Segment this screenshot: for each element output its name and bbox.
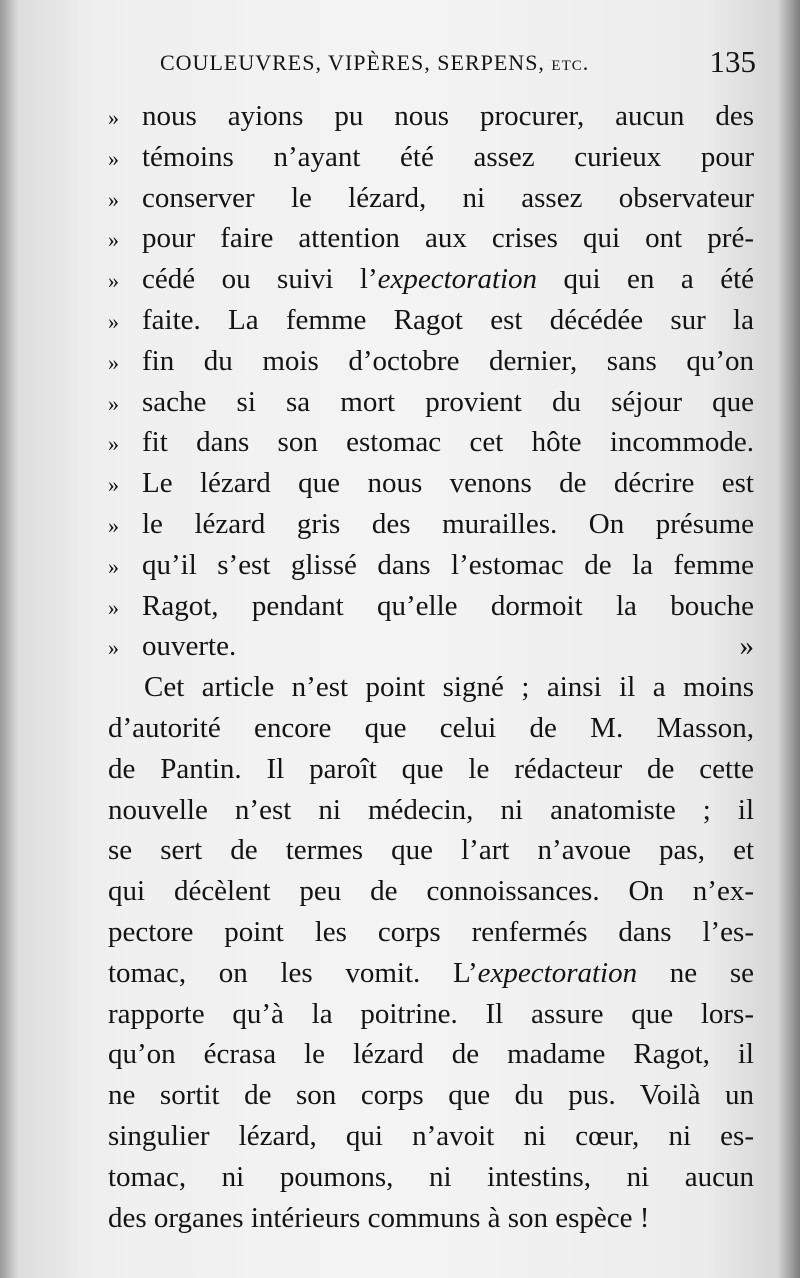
line-text: qui en a été — [537, 263, 754, 296]
quote-mark: » — [108, 512, 119, 538]
line-text: Ragot, pendant qu’elle dormoit la bouche — [142, 589, 754, 622]
line-text: pour faire attention aux crises qui ont pré- — [142, 222, 754, 255]
text-line — [108, 667, 754, 708]
line-text: qui décèlent peu de connoissances. On n’ex- — [108, 875, 754, 908]
line-text: ne se — [637, 956, 755, 989]
quote-mark: » — [108, 431, 119, 457]
text-line — [108, 830, 754, 871]
line-text: qu’on écrasa le lézard de madame Ragot, il — [108, 1038, 754, 1071]
line-text: fit dans son estomac cet hôte incommode. — [142, 426, 754, 459]
text-line — [108, 912, 754, 953]
text-line — [108, 218, 754, 259]
quote-mark: » — [108, 472, 119, 498]
text-line — [108, 626, 754, 667]
line-text: témoins n’ayant été assez curieux pour — [142, 140, 754, 173]
line-text: Le lézard que nous venons de décrire est — [142, 467, 754, 500]
line-text: de Pantin. Il paroît que le rédacteur de cette — [108, 752, 754, 785]
text-line — [108, 178, 754, 219]
line-text: sache si sa mort provient du séjour que — [142, 385, 754, 418]
text-line — [108, 463, 754, 504]
quote-mark: » — [108, 227, 119, 253]
line-text: des organes intérieurs communs à son espèce ! — [108, 1201, 650, 1234]
line-text: nous ayions pu nous procurer, aucun des — [142, 100, 754, 132]
line-text: fin du mois d’octobre dernier, sans qu’on — [142, 344, 754, 377]
italic-term: expectoration — [377, 263, 538, 296]
line-text: le lézard gris des murailles. On présume — [142, 507, 754, 540]
text-line — [108, 96, 754, 137]
quote-mark: » — [108, 594, 119, 620]
line-text: singulier lézard, qui n’avoit ni cœur, ni es- — [108, 1119, 754, 1152]
quote-mark: » — [108, 308, 119, 334]
text-line — [108, 994, 754, 1035]
line-text: d’autorité encore que celui de M. Masson, — [108, 711, 754, 744]
text-line — [108, 137, 754, 178]
line-text: conserver le lézard, ni assez observateur — [142, 181, 754, 214]
line-text: rapporte qu’à la poitrine. Il assure que lors- — [108, 997, 754, 1030]
line-text: ne sortit de son corps que du pus. Voilà un — [108, 1079, 754, 1112]
quote-mark: » — [108, 390, 119, 416]
quote-mark: » — [108, 553, 119, 579]
text-line — [108, 504, 754, 545]
text-line — [108, 1198, 754, 1239]
line-text: qu’il s’est glissé dans l’estomac de la femme — [142, 548, 754, 581]
text-line — [108, 300, 754, 341]
body-text — [108, 96, 754, 1238]
text-line — [108, 1075, 754, 1116]
page-header — [160, 44, 756, 84]
text-line — [108, 708, 754, 749]
quote-mark: » — [108, 635, 119, 661]
line-text: se sert de termes que l’art n’avoue pas, et — [108, 834, 754, 867]
line-text: ouverte. » — [142, 630, 754, 663]
text-line — [108, 1116, 754, 1157]
page-edge-shadow — [778, 0, 800, 1278]
quote-mark: » — [108, 186, 119, 212]
line-text: cédé ou suivi l’ — [142, 263, 378, 296]
text-line — [108, 790, 754, 831]
text-line — [108, 586, 754, 627]
text-line — [108, 953, 754, 994]
line-text: tomac, ni poumons, ni intestins, ni aucun — [108, 1160, 754, 1193]
text-line — [108, 341, 754, 382]
text-line — [108, 422, 754, 463]
line-text: pectore point les corps renfermés dans l’es- — [108, 915, 754, 948]
quote-mark: » — [108, 105, 119, 130]
quote-mark: » — [108, 349, 119, 375]
text-line — [108, 1034, 754, 1075]
italic-term: expectoration — [477, 956, 638, 989]
line-text: faite. La femme Ragot est décédée sur la — [142, 303, 754, 336]
page-gutter-shadow — [0, 0, 18, 1278]
page-number: 135 — [709, 44, 756, 79]
line-text: Cet article n’est point signé ; ainsi il a moins — [144, 671, 754, 704]
text-line — [108, 1157, 754, 1198]
quote-mark: » — [108, 268, 119, 294]
running-title: COULEUVRES, VIPÈRES, SERPENS, etc. — [160, 50, 590, 75]
text-line — [108, 382, 754, 423]
line-text: tomac, on les vomit. L’ — [108, 956, 478, 989]
quote-mark: » — [108, 145, 119, 171]
text-line — [108, 259, 754, 300]
line-text: nouvelle n’est ni médecin, ni anatomiste ; il — [108, 793, 754, 826]
text-line — [108, 749, 754, 790]
text-line — [108, 871, 754, 912]
text-line — [108, 545, 754, 586]
